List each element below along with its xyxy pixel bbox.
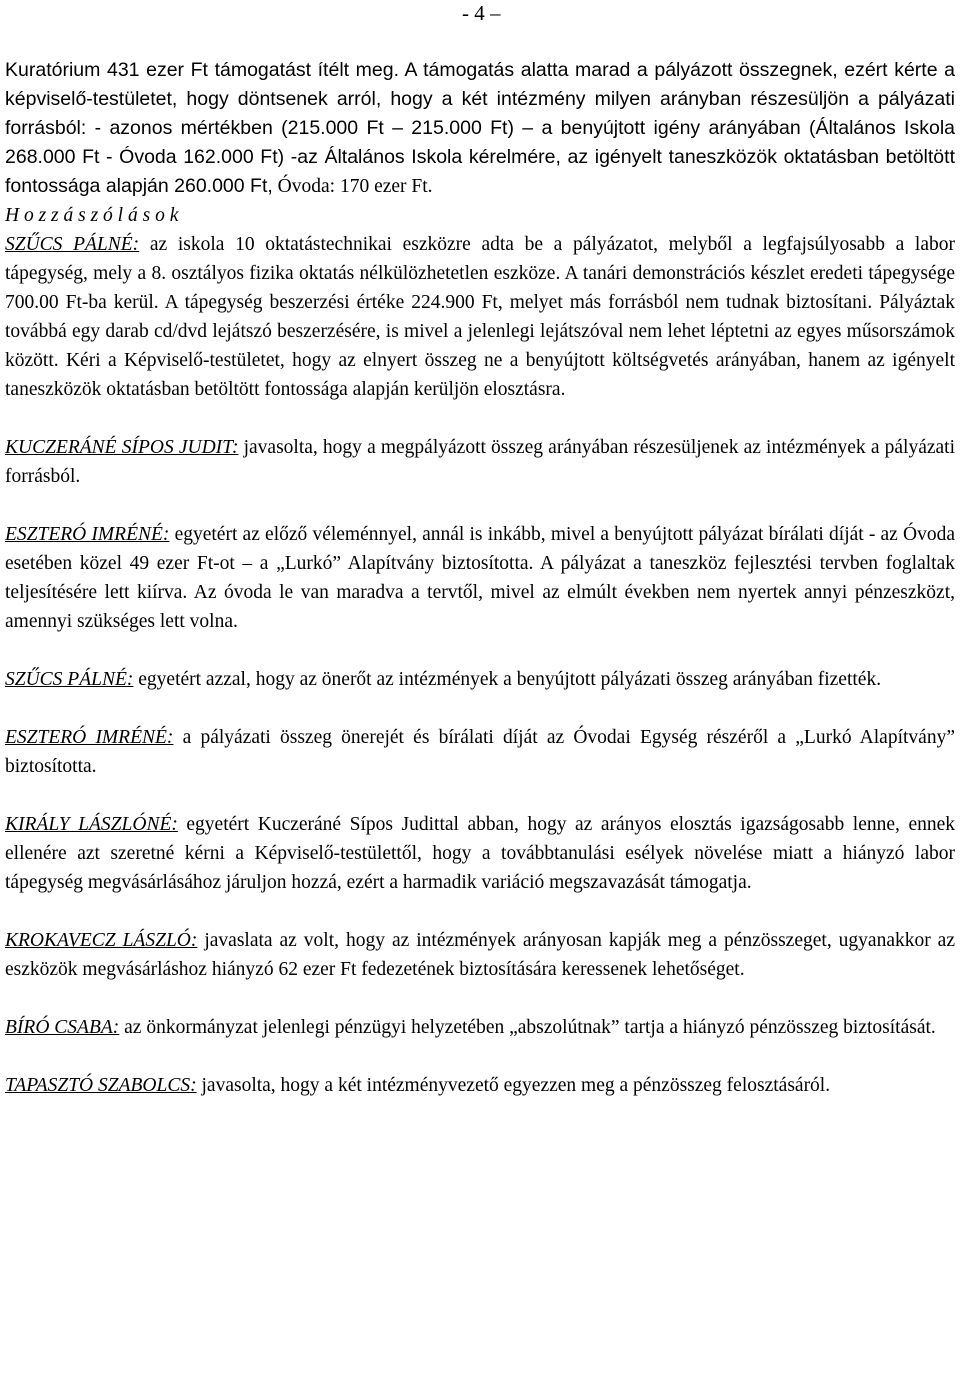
contribution-text: javaslata az volt, hogy az intézmények arányosan kapják meg a pénzösszeget, ugyanakkor az eszközök megvásárláshoz hiányzó 62 ezer Ft fedezetének biztosítására keressenek lehetőséget.	[5, 930, 955, 980]
contribution-paragraph	[5, 810, 955, 897]
section-heading	[5, 201, 955, 230]
document-body	[5, 56, 955, 1100]
speaker-name: SZŰCS PÁLNÉ:	[5, 234, 140, 255]
speaker-name: KROKAVECZ LÁSZLÓ:	[5, 930, 198, 951]
contribution-text: az iskola 10 oktatástechnikai eszközre adta be a pályázatot, melyből a legfajsúlyosabb a labor tápegység, mely a 8. osztályos fizika oktatás nélkülözhetetlen eszköze. A tanári demonstrációs készlet eredeti tápegysége 700.00 Ft-ba kerül. A tápegység beszerzési értéke 224.900 Ft, melyet más forrásból nem tudnak biztosítani. Pályáztak továbbá egy darab cd/dvd lejátszó beszerzésére, is mivel a jelenlegi lejátszóval nem lehet léptetni az egyes műsorszámok között. Kéri a Képviselő-testületet, hogy az elnyert összeg ne a benyújtott költségvetés arányában, hanem az igényelt taneszközök oktatásban betöltött fontossága alapján kerüljön elosztásra.	[5, 234, 955, 400]
contribution-paragraph	[5, 926, 955, 984]
intro-text-sans: Kuratórium 431 ezer Ft támogatást ítélt meg. A támogatás alatta marad a pályázott összegnek, ezért kérte a képviselő-testületet, hogy döntsenek arról, hogy a két intézmény milyen arányban részesüljön a pályázati forrásból: - azonos mértékben (215.000 Ft – 215.000 Ft) – a benyújtott igény arányában (Általános Iskola 268.000 Ft - Óvoda 162.000 Ft) -az Általános Iskola kérelmére, az igényelt taneszközök oktatásban betöltött fontossága alapján 260.000 Ft,	[5, 59, 955, 197]
contribution-paragraph	[5, 433, 955, 491]
section-heading-text: H o z z á s z ó l á s o k	[5, 205, 179, 226]
contribution-text: javasolta, hogy a két intézményvezető egyezzen meg a pénzösszeg felosztásáról.	[196, 1075, 831, 1096]
contribution-paragraph	[5, 1013, 955, 1042]
contribution-paragraph	[5, 665, 955, 694]
intro-paragraph	[5, 56, 955, 201]
contribution-paragraph	[5, 1071, 955, 1100]
intro-text-serif: Óvoda: 170 ezer Ft.	[272, 176, 433, 197]
contribution-paragraph	[5, 723, 955, 781]
speaker-name: ESZTERÓ IMRÉNÉ:	[5, 727, 174, 748]
contribution-text: az önkormányzat jelenlegi pénzügyi helyzetében „abszolútnak” tartja a hiányzó pénzösszeg biztosítását.	[119, 1017, 936, 1038]
contribution-text: egyetért Kuczeráné Sípos Judittal abban, hogy az arányos elosztás igazságosabb lenne, ennek ellenére azt szeretné kérni a Képviselő-testülettől, hogy a továbbtanulási esélyek növelése miatt a hiányzó labor tápegység megvásárlásához járuljon hozzá, ezért a harmadik variáció megszavazását támogatja.	[5, 814, 956, 893]
contribution-text: javasolta, hogy a megpályázott összeg arányában részesüljenek az intézmények a pályázati forrásból.	[5, 437, 955, 487]
contribution-text: a pályázati összeg önerejét és bírálati díját az Óvodai Egység részéről a „Lurkó Alapítvány” biztosította.	[5, 727, 955, 777]
contribution-paragraph	[5, 230, 955, 404]
contribution-text: egyetért az előző véleménnyel, annál is inkább, mivel a benyújtott pályázat bírálati díját - az Óvoda esetében közel 49 ezer Ft-ot – a „Lurkó” Alapítvány biztosította. A pályázat a taneszköz fejlesztési tervben foglaltak teljesítésére lett kiírva. Az óvoda le van maradva a tervtől, mivel az elmúlt években nem nyertek annyi pénzeszközt, amennyi szükséges lett volna.	[5, 524, 955, 632]
contribution-paragraph	[5, 520, 955, 636]
speaker-name: BÍRÓ CSABA:	[5, 1017, 120, 1038]
speaker-name: SZŰCS PÁLNÉ:	[5, 669, 134, 690]
speaker-name: KIRÁLY LÁSZLÓNÉ:	[5, 814, 178, 835]
speaker-name: TAPASZTÓ SZABOLCS:	[5, 1075, 197, 1096]
speaker-name: ESZTERÓ IMRÉNÉ:	[5, 524, 170, 545]
contribution-text: egyetért azzal, hogy az önerőt az intézmények a benyújtott pályázati összeg arányában fizették.	[133, 669, 882, 690]
page-number: - 4 –	[462, 1, 501, 25]
speaker-name: KUCZERÁNÉ SÍPOS JUDIT:	[5, 437, 239, 458]
